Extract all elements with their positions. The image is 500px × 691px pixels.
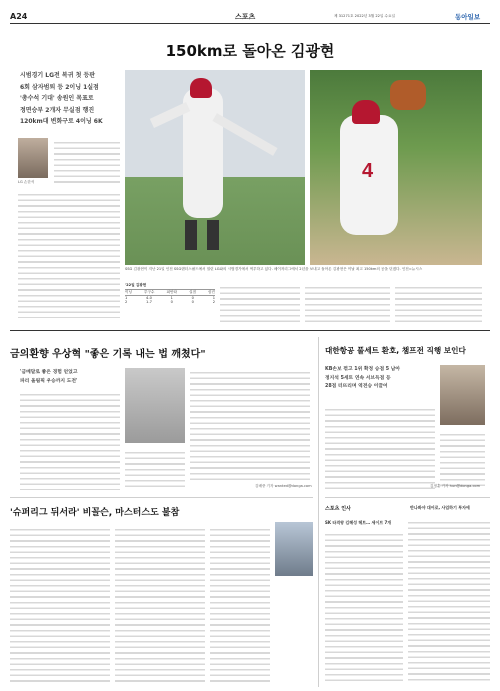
right-story-divider — [325, 497, 490, 498]
photo-caption: SSG 김광현이 지난 21일 인천 SSG랜더스필드에서 열린 LG와의 시범경기에서 역투하고 있다. 메이저리그에서 2년을 보내고 돌아온 김광현은 이날 최고 150km의 공을 던졌다. 인천=뉴시스 — [125, 267, 423, 271]
left-story-divider — [10, 497, 313, 498]
subhead-line: 120km대 변화구로 4이닝 6K — [20, 118, 103, 125]
subhead-line: '금메달로 좋은 경험 얻었고 — [20, 370, 78, 375]
bottom-story-body-col1 — [10, 525, 110, 683]
golfer-photo — [275, 522, 313, 576]
left-story-body-col1 — [20, 390, 120, 490]
left-story-byline: 김배중 기자 wanted@donga.com — [255, 484, 312, 488]
subhead-line: 6회 삼자범퇴 등 2이닝 1실점 — [20, 83, 99, 91]
main-body-col2 — [220, 283, 300, 323]
column-body-col1 — [325, 530, 403, 683]
inset-caption: LG 손한석 — [18, 180, 35, 184]
subhead-line: '총수석 기대' 송원인 목표로 — [20, 95, 94, 102]
subhead-line: 파리 올림픽 우승까지 도전' — [20, 379, 78, 384]
paper-name: 동아일보 — [455, 13, 481, 21]
inset-portrait-photo — [18, 138, 48, 178]
subhead-line: 정면승부 2개자 무실점 행진 — [20, 106, 95, 114]
left-story-headline: 금의환향 우상혁 "좋은 기록 내는 법 깨쳤다" — [10, 349, 206, 360]
table-row: 1 4-0 1 0 1 — [125, 296, 215, 300]
table-row: 2 1-7 0 0 2 — [125, 300, 215, 304]
date-line: 제 31271호 2022년 3월 22일 수요일 — [334, 14, 395, 18]
pitcher-photo-left — [125, 70, 305, 265]
left-story-body-col2 — [125, 448, 185, 490]
table-title: '22일 김광현 — [125, 283, 147, 287]
section-label: 스포츠 — [235, 13, 256, 21]
main-body-text-top — [54, 138, 120, 186]
column-subtitle: 반나봐야 대어로, 사업하기 투자에 — [410, 505, 470, 510]
main-headline: 150km로 돌아온 김광현 — [165, 42, 335, 60]
right-story-headline: 대한항공 풀세트 환호, 챔프전 직행 보인다 — [325, 346, 466, 355]
column-body-col2 — [408, 518, 490, 683]
main-body-col3 — [305, 283, 390, 323]
bottom-story-headline: '슈퍼리그 뒤서라' 비꼴슨, 마스터스도 불참 — [10, 508, 180, 518]
subhead-line: KB손보 꺾고 1위 확정 승점 5 남아 — [325, 367, 401, 372]
header-rule — [10, 23, 490, 24]
bottom-story-body-col3 — [210, 525, 270, 683]
volleyball-photo — [440, 365, 485, 425]
table-row: 이닝 투구수 피안타 실점 삼진 — [125, 290, 215, 294]
subhead-line: 시범경기 LG전 복귀 첫 등판 — [20, 72, 96, 79]
left-story-subhead — [20, 368, 120, 386]
right-story-byline: 김정훈 기자 hun@donga.com — [430, 484, 481, 488]
right-story-body-col1 — [325, 405, 435, 490]
main-body-col4 — [395, 283, 482, 323]
horizontal-divider — [10, 330, 490, 331]
stats-table — [125, 283, 215, 304]
right-story-body-col2 — [440, 430, 485, 490]
main-subhead — [20, 70, 120, 128]
left-story-body-col3 — [190, 368, 310, 480]
pitcher-photo-right: 4 — [310, 70, 482, 265]
subhead-line: 정지석 5세트 연속 서브득점 등 — [325, 375, 391, 381]
bottom-story-body-col2 — [115, 525, 205, 683]
page-number: A24 — [10, 12, 28, 21]
subhead-line: 28점 터뜨리며 역전승 이끌어 — [325, 384, 388, 389]
vertical-divider — [318, 337, 319, 687]
column-title: 스포츠 인사 — [325, 506, 351, 512]
woo-sanghyeok-photo — [125, 368, 185, 443]
main-body-text — [18, 190, 120, 318]
column-headline: SK 타격왕 김혜성 헤트… 세이브 7개 — [325, 520, 392, 525]
right-story-subhead — [325, 366, 437, 392]
